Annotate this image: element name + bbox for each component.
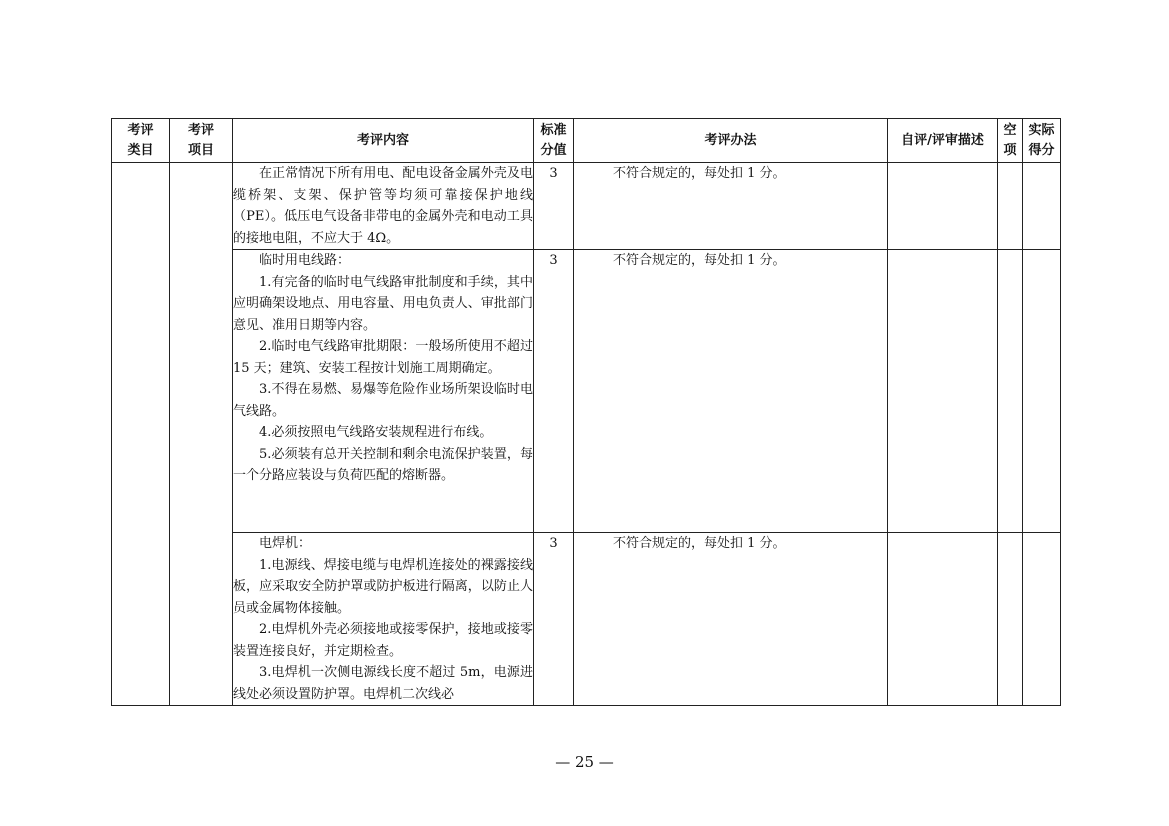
blank-cell	[998, 163, 1023, 250]
score-cell: 3	[534, 533, 574, 706]
blank-cell	[998, 250, 1023, 533]
header-method: 考评办法	[574, 119, 888, 163]
table-row	[112, 250, 1061, 533]
self-review-cell	[888, 250, 998, 533]
item-cell	[170, 163, 233, 706]
method-text: 不符合规定的，每处扣 1 分。	[613, 166, 786, 181]
score-cell: 3	[534, 163, 574, 250]
actual-score-cell	[1023, 533, 1061, 706]
header-category: 考评 类目	[112, 119, 170, 163]
self-review-cell	[888, 533, 998, 706]
content-paragraph: 电焊机：	[259, 536, 312, 551]
content-paragraph: 2.电焊机外壳必须接地或接零保护，接地或接零装置连接良好，并定期检查。	[233, 622, 533, 659]
header-self-review: 自评/评审描述	[888, 119, 998, 163]
table-header-row	[112, 119, 1061, 163]
method-text: 不符合规定的，每处扣 1 分。	[613, 536, 786, 551]
content-paragraph: 2.临时电气线路审批期限：一般场所使用不超过 15 天；建筑、安装工程按计划施工周期确定。	[233, 339, 533, 376]
content-cell	[233, 163, 534, 250]
actual-score-cell	[1023, 250, 1061, 533]
category-cell	[112, 163, 170, 706]
method-cell	[574, 250, 888, 533]
header-actual-score: 实际 得分	[1023, 119, 1061, 163]
page-number: — 25 —	[555, 753, 614, 771]
method-cell	[574, 163, 888, 250]
content-paragraph: 临时用电线路：	[259, 253, 351, 268]
header-blank: 空 项	[998, 119, 1023, 163]
header-standard-score: 标准 分值	[534, 119, 574, 163]
content-paragraph: 3.不得在易燃、易爆等危险作业场所架设临时电气线路。	[233, 382, 533, 419]
header-content: 考评内容	[233, 119, 534, 163]
actual-score-cell	[1023, 163, 1061, 250]
evaluation-table	[111, 118, 1061, 706]
content-paragraph: 4.必须按照电气线路安装规程进行布线。	[259, 425, 493, 440]
content-cell	[233, 250, 534, 533]
content-cell	[233, 533, 534, 706]
method-text: 不符合规定的，每处扣 1 分。	[613, 253, 786, 268]
table-row	[112, 533, 1061, 706]
self-review-cell	[888, 163, 998, 250]
blank-cell	[998, 533, 1023, 706]
method-cell	[574, 533, 888, 706]
content-paragraph: 在正常情况下所有用电、配电设备金属外壳及电缆桥架、支架、保护管等均须可靠接保护地线（PE）。低压电气设备非带电的金属外壳和电动工具的接地电阻，不应大于 4Ω。	[233, 166, 533, 246]
content-paragraph: 1.电源线、焊接电缆与电焊机连接处的裸露接线板，应采取安全防护罩或防护板进行隔离，以防止人员或金属物体接触。	[233, 557, 533, 616]
content-paragraph: 5.必须装有总开关控制和剩余电流保护装置，每一个分路应装设与负荷匹配的熔断器。	[233, 446, 533, 483]
score-cell: 3	[534, 250, 574, 533]
table-row	[112, 163, 1061, 250]
header-item: 考评 项目	[170, 119, 233, 163]
content-paragraph: 3.电焊机一次侧电源线长度不超过 5m，电源进线处必须设置防护罩。电焊机二次线必	[233, 665, 533, 702]
content-paragraph: 1.有完备的临时电气线路审批制度和手续，其中应明确架设地点、用电容量、用电负责人、审批部门意见、准用日期等内容。	[233, 274, 533, 333]
